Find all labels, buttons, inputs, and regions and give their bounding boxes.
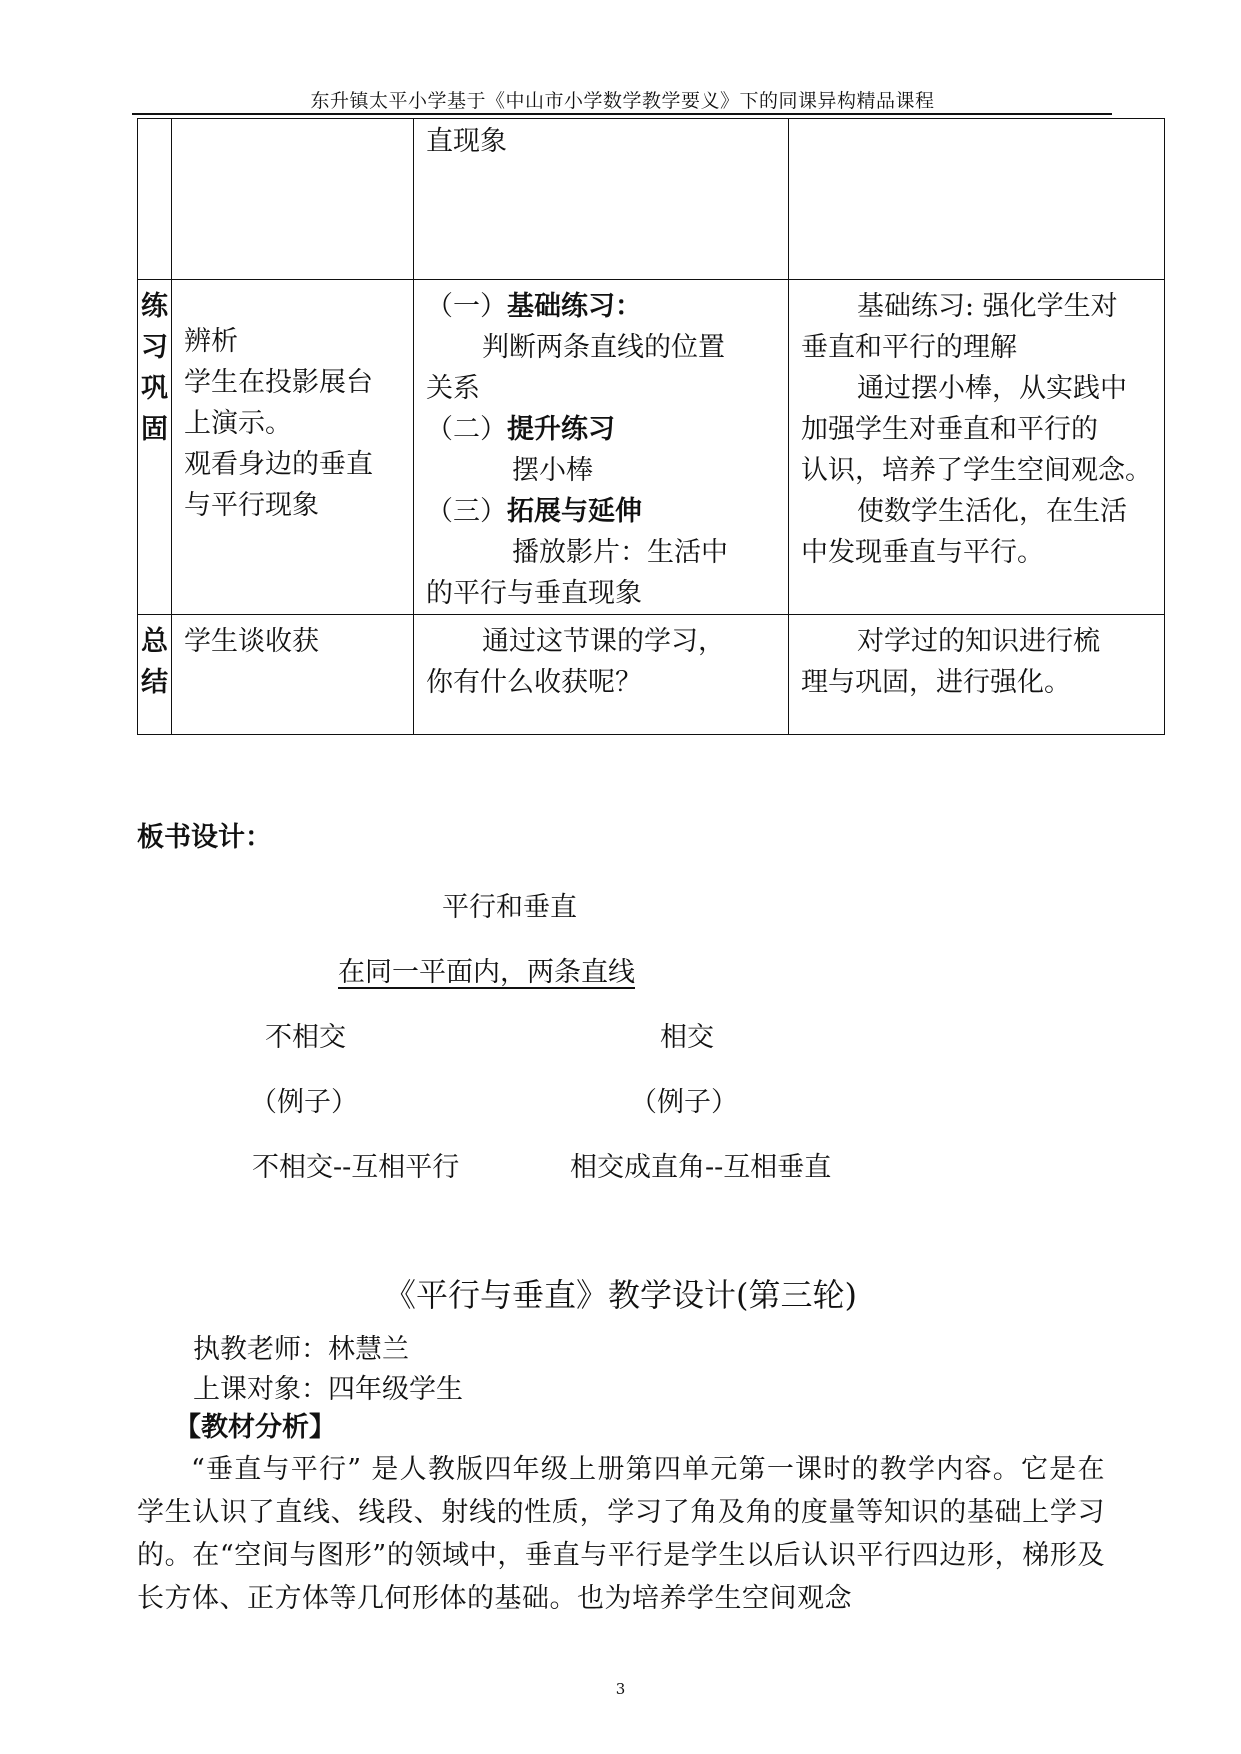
student-line: 学生在投影展台 (184, 367, 373, 398)
item-label: （三） (426, 496, 507, 527)
item-label: （二） (426, 414, 507, 445)
stage-char: 总 (141, 626, 168, 657)
design-intent-cell (789, 615, 1165, 735)
teacher-line: 的平行与垂直现象 (426, 578, 642, 609)
stage-cell (138, 615, 172, 735)
stage-cell (138, 280, 172, 615)
intent-line: 使数学生活化，在生活 (857, 496, 1127, 527)
lesson-plan-table (137, 118, 1165, 735)
table-row (138, 615, 1165, 735)
stage-cell (138, 119, 172, 280)
stage-char: 固 (141, 414, 168, 445)
item-heading: 提升练习 (507, 414, 615, 445)
teacher-line: 通过这节课的学习， (482, 626, 725, 657)
teacher-text: 直现象 (426, 126, 507, 157)
board-right-conclusion: 相交成直角--互相垂直 (570, 1152, 832, 1183)
board-design-title: 板书设计： (137, 822, 272, 853)
intent-line: 垂直和平行的理解 (801, 332, 1017, 363)
stage-char: 习 (141, 332, 168, 363)
student-line: 学生谈收获 (184, 626, 319, 657)
student-activity-cell (172, 280, 414, 615)
student-line: 观看身边的垂直 (184, 449, 373, 480)
student-activity-cell (172, 119, 414, 280)
header-rule (132, 113, 1112, 115)
stage-char: 结 (141, 667, 168, 698)
intent-line: 理与巩固，进行强化。 (801, 667, 1071, 698)
student-activity-cell (172, 615, 414, 735)
board-left-example: （例子） (250, 1087, 358, 1118)
design-intent-cell (789, 119, 1165, 280)
student-line: 上演示。 (184, 408, 292, 439)
item-heading: 拓展与延伸 (507, 496, 642, 527)
teacher-activity-cell (414, 615, 789, 735)
teacher-info: 执教老师：林慧兰 (193, 1334, 409, 1365)
exercise-advanced (426, 409, 780, 450)
teacher-line: 你有什么收获呢？ (426, 667, 642, 698)
stage-char: 巩 (141, 373, 168, 404)
board-heading: 平行和垂直 (442, 892, 577, 923)
teacher-line: 关系 (426, 373, 480, 404)
page-number: 3 (615, 1680, 626, 1698)
exercise-basic (426, 286, 780, 327)
board-right-example: （例子） (630, 1087, 738, 1118)
intent-line: 认识，培养了学生空间观念。 (801, 455, 1152, 486)
audience-info: 上课对象：四年级学生 (193, 1374, 463, 1405)
board-premise: 在同一平面内，两条直线 (338, 957, 635, 988)
intent-line: 通过摆小棒，从实践中 (857, 373, 1127, 404)
teacher-activity-cell (414, 280, 789, 615)
page-header: 东升镇太平小学基于《中山市小学数学教学要义》下的同课异构精品课程 (310, 90, 935, 112)
item-label: （一） (426, 291, 507, 322)
teacher-line: 播放影片：生活中 (512, 537, 728, 568)
table-row (138, 280, 1165, 615)
student-line: 辨析 (184, 326, 238, 357)
board-left-conclusion: 不相交--互相平行 (252, 1152, 460, 1183)
analysis-paragraph: “垂直与平行” 是人教版四年级上册第四单元第一课时的教学内容。它是在学生认识了直线、线段、射线的性质，学习了角及角的度量等知识的基础上学习的。在“空间与图形”的领域中，垂直与平行是学生以后认识平行四边形，梯形及长方体、正方体等几何形体的基础。也为培养学生空间观念 (137, 1454, 1105, 1614)
intent-line: 中发现垂直与平行。 (801, 537, 1044, 568)
teacher-line: 判断两条直线的位置 (482, 332, 725, 363)
intent-line: 对学过的知识进行梳 (857, 626, 1100, 657)
section-heading: 【教材分析】 (174, 1412, 336, 1443)
teacher-line: 摆小棒 (512, 455, 593, 486)
teacher-activity-cell (414, 119, 789, 280)
stage-char: 练 (141, 291, 168, 322)
design-intent-cell (789, 280, 1165, 615)
table-row (138, 119, 1165, 280)
board-right-case: 相交 (660, 1022, 714, 1053)
item-heading: 基础练习： (507, 291, 642, 322)
board-left-case: 不相交 (265, 1022, 346, 1053)
document-title: 《平行与垂直》教学设计(第三轮) (384, 1276, 857, 1314)
student-line: 与平行现象 (184, 490, 319, 521)
intent-line: 基础练习: 强化学生对 (857, 291, 1118, 322)
intent-line: 加强学生对垂直和平行的 (801, 414, 1098, 445)
exercise-extension (426, 491, 780, 532)
